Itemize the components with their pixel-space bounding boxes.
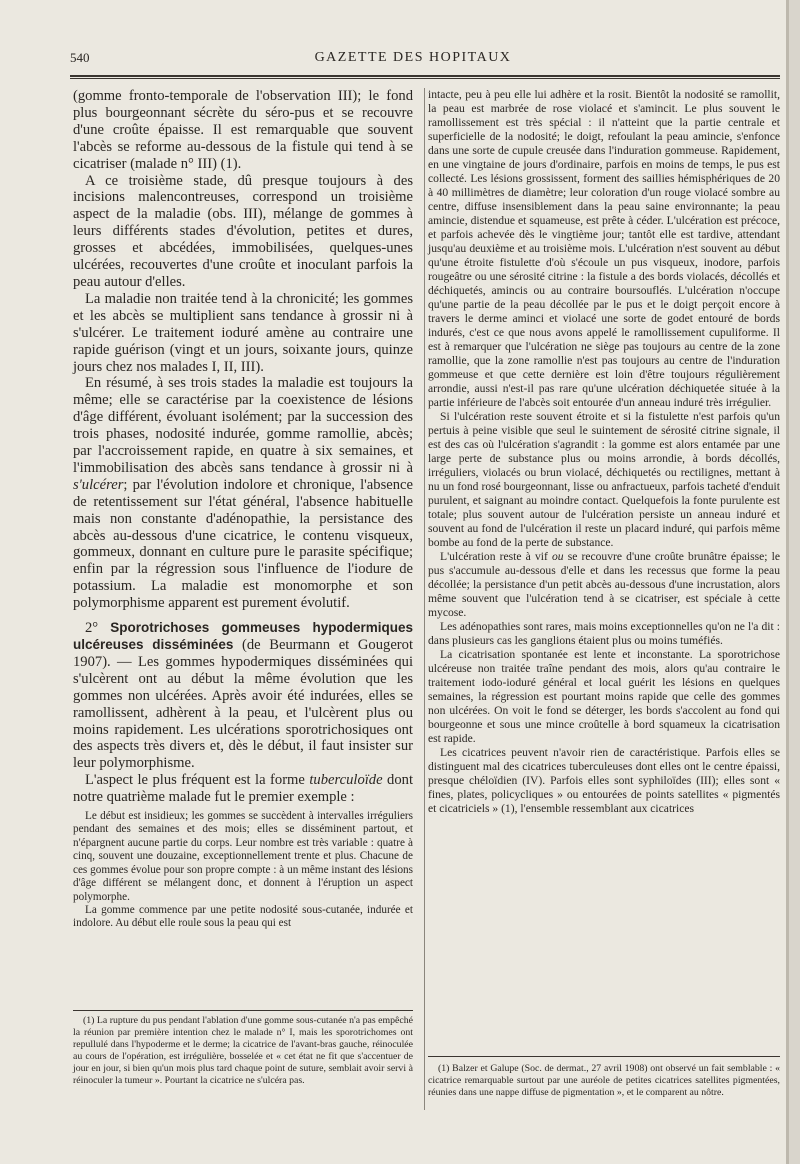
- footnote: (1) La rupture du pus pendant l'ablation d'une gomme sous-cutanée n'a pas empêché la réunion par première intention chez le malade n° I, mais les sporotrichomes ont repullulé dans l'hypoderme et le derme; la cicatrice de l'avant-bras gauche, réinoculée au cours de l'opération, est irrégulière, bosselée et « cet état ne fit que s'accentuer de jour en jour, si bien qu'un mois plus tard chaque point de suture, semblait avoir servi à réinoculer la tumeur ». Pourtant la cicatrice ne s'ulcéra pas.: [73, 1015, 413, 1086]
- italic-text: tuberculoïde: [309, 772, 383, 789]
- paragraph: intacte, peu à peu elle lui adhère et la rosit. Bientôt la nodosité se ramollit, la peau est marbrée de rose violacé et s'amincit. Le plus souvent le ramollissement est très spécial : il n'atteint que la partie centrale et superficielle de la nodosité; le doigt, refoulant la peau amincie, s'enfonce dans une sorte de cupule creusée dans l'induration gommeuse. Rapidement, en une vingtaine de jours d'ordinaire, parfois en moins de temps, le pus est collecté. Les lésions grossissent, forment des saillies hémisphériques de 20 à 40 millimètres de diamètre; leur coloration d'un rouge violacé sombre au centre, diffuse insensiblement dans la peau saine environnante; la peau amincie, distendue et squameuse, est prête à céder. L'ulcération est précoce, et parfois achevée dès le vingtième jour; tantôt elle est tardive, attendant jusqu'au deuxième et au troisième mois. L'ulcération n'est souvent au début qu'une étroite fistulette d'où s'écoule un pus visqueux, inodore, parfois rougeâtre ou une sérosité citrine : la fistule a des bords violacés, décollés et déchiquetés, amincis ou au contraire boursouflés. L'ulcération n'occupe qu'une partie de la peau décollée par le pus et le doigt perçoit encore à travers le derme aminci et violacé une sorte de godet entouré de bords indurés, c'est ce que nous avons appelé le ramollissement cupuliforme. Il est à remarquer que l'ulcération ne siège pas toujours au centre de la zone ramollie, que la zone ramollie n'est pas toujours au centre de l'induration gommeuse et que cette dernière est loin d'être toujours régulièrement arrondie, aussi n'est-il pas rare qu'une ulcération déchiquetée située à la partie inférieure de l'abcès soit entourée d'un anneau induré très irrégulier.: [428, 88, 780, 409]
- paragraph: A ce troisième stade, dû presque toujours à des incisions malencontreuses, correspond un troisième aspect de la maladie (obs. III), mélange de gommes à leurs différents stades d'évolution, petites et dures, grosses et abcédées, immobilisées, quelques-unes ulcérées, recouvertes d'une croûte et inoculant parfois la peau autour d'elles.: [73, 172, 413, 290]
- footnote: (1) Balzer et Galupe (Soc. de dermat., 27 avril 1908) ont observé un fait semblable : « cicatrice remarquable surtout par une auréole de petites cicatrices satellites pigmentées, réunies dans une nappe diffuse de pigmentation », et le comparent au nôtre.: [428, 1063, 780, 1098]
- header-rule-thick: [70, 75, 780, 77]
- section-number: 2°: [85, 620, 99, 637]
- paragraph: Si l'ulcération reste souvent étroite et si la fistulette n'est parfois qu'un pertuis à peine visible que seul le suintement de sérosité citrine signale, il est des cas où l'ulcération s'agrandit : la gomme est alors entamée par une large perte de substance plus ou moins arrondie, à bords décollés, irréguliers, violacés ou brun violacé, déchiquetés ou rectilignes, mettant à nu un fond rosé bourgeonnant, lisse ou anfractueux, parfois tacheté d'enduit purulent, et saignant au moindre contact. Quelquefois la fonte purulente est totale; plus souvent autour de l'ulcération persiste un anneau induré et souvent au fond de l'ulcération il reste un placard induré, qui parfois même bombe au fond de la perte de substance.: [428, 410, 780, 549]
- paragraph: [73, 772, 413, 806]
- paragraph: (gomme fronto-temporale de l'observation III); le fond plus bourgeonnant sécrète du séro-pus et se recouvre d'une croûte épaisse. Il est remarquable que souvent l'abcès se reforme au-dessous de la fistule qui tend à se cicatriser (malade n° III) (1).: [73, 88, 413, 172]
- paragraph: La cicatrisation spontanée est lente et inconstante. La sporotrichose ulcéreuse non traitée traîne pendant des mois, alors qu'au contraire le traitement iodo-ioduré général et local guérit les lésions en quelques semaines, la régression est pourtant moins rapide que celle des gommes non ulcérées. On voit le fond se déterger, les bords s'accolent au fond qui bourgeonne et sous une mince croûtelle à bord squameux la cicatrisation est rapide.: [428, 648, 780, 745]
- column-divider: [424, 88, 425, 1110]
- italic-text: ou: [551, 550, 564, 563]
- right-column: [428, 88, 780, 816]
- paragraph: La maladie non traitée tend à la chronicité; les gommes et les abcès se multiplient sans tendance à grossir ni à s'ulcérer. Le traitement ioduré amène au contraire une rapide guérison (vingt et un jours, soixante jours, quinze jours chez nos malades I, II, III).: [73, 290, 413, 375]
- text-run: ; par l'évolution indolore et chronique, l'absence de retentissement sur l'état général, l'absence habituelle mais non constante d'adénopathie, la persistance des abcès au-dessous d'une cicatrice, le contenu visqueux, gommeux, donnant en culture pure le parasite spécifique; enfin par la régression sous l'influence de l'iodure de potassium. La maladie est monomorphe et son polymorphisme apparent est purement évolutif.: [73, 476, 413, 612]
- paragraph: Les adénopathies sont rares, mais moins exceptionnelles qu'on ne l'a dit : dans plusieurs cas les ganglions étaient plus ou moins tuméfiés.: [428, 620, 780, 647]
- left-column: [73, 88, 413, 931]
- footnote-rule: [73, 1010, 413, 1011]
- text-run: En résumé, à ses trois stades la maladie est toujours la même; elle se caractérise par la coexistence de lésions d'âge différent, évoluant isolément; par la succession des trois phases, nodosité indurée, gomme ramollie, abcès; par l'accroissement rapide, en quatre à six semaines, et l'immobilisation des abcès sans tendance à grossir ni à: [73, 375, 413, 476]
- section-title: Sporotrichoses gommeuses hypodermiques ulcéreuses disséminées: [73, 620, 413, 652]
- footnote-rule: [428, 1056, 780, 1057]
- text-run: se recouvre d'une croûte brunâtre épaisse; le pus s'accumule au-dessous d'elle et dans les recessus que forme la peau décollée; la persistance d'un petit abcès au-dessous d'une incrustation, alors même souvent que l'ulcération tend à se cicatriser, est spéciale à cette mycose.: [428, 550, 780, 619]
- text-run: dont notre quatrième malade fut le premier exemple :: [73, 772, 413, 806]
- italic-text: s'ulcérer: [73, 476, 124, 493]
- quoted-paragraph: Le début est insidieux; les gommes se succèdent à intervalles irréguliers pendant des semaines et des mois; elles se disséminent partout, et n'épargnent aucune partie du corps. Leur nombre est très variable : quatre à cinq, souvent une douzaine, exceptionnellement trente et plus. Chacune de ces gommes évolue pour son propre compte : à un même instant des lésions d'âge différent se mélangent donc, et donnent à l'éruption un aspect polymorphe.: [73, 810, 413, 903]
- paragraph: [73, 375, 413, 612]
- running-title: GAZETTE DES HOPITAUX: [314, 50, 512, 65]
- page-number: 540: [70, 50, 90, 65]
- paragraph: [428, 550, 780, 620]
- section-text: — Les gommes hypodermiques disséminées qui s'ulcèrent ont au début la même évolution que les gommes non ulcérées. Après avoir été indurées, elles se ramollissent, adhèrent à la peau, et l'ulcèrent plus ou moins rapidement. Les ulcérations sporotrichosiques ont des aspects très divers et, dès le début, il faut insister sur leur polymorphisme.: [73, 653, 413, 772]
- spacer: [73, 612, 413, 620]
- quoted-paragraph: La gomme commence par une petite nodosité sous-cutanée, indurée et indolore. Au début elle roule sous la peau qui est: [73, 903, 413, 930]
- text-run: L'aspect le plus fréquent est la forme: [85, 772, 310, 789]
- text-run: L'ulcération reste à vif: [440, 550, 552, 563]
- section-paragraph: [73, 620, 413, 772]
- paragraph: Les cicatrices peuvent n'avoir rien de caractéristique. Parfois elles se distinguent mal des cicatrices tuberculeuses dont elles ont le centre épaissi, presque chéloïdien (IV). Parfois elles sont syphiloïdes (III); elles sont « fines, plates, policycliques » ou entourées de points satellites « pigmentés et cicatriciels » (1), l'ensemble ressemblant aux cicatrices: [428, 746, 780, 815]
- page-header: [70, 50, 780, 72]
- section-reference: (de Beurmann et Gougerot 1907).: [73, 637, 414, 670]
- header-rule-thin: [70, 78, 780, 79]
